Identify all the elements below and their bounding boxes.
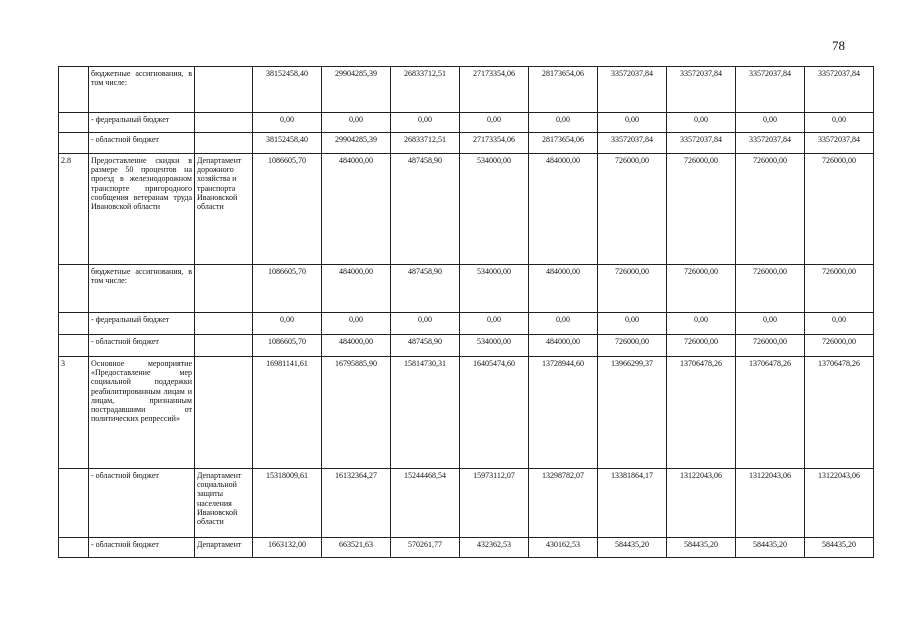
- value-cell: 584435,20: [667, 538, 736, 558]
- value-cell: 1086605,70: [253, 154, 322, 265]
- value-cell: 0,00: [391, 313, 460, 335]
- value-cell: 0,00: [667, 113, 736, 133]
- value-cell: 0,00: [253, 313, 322, 335]
- value-cell: 726000,00: [736, 154, 805, 265]
- row-number: [59, 313, 89, 335]
- row-executor: [195, 133, 253, 154]
- row-executor: [195, 265, 253, 313]
- value-cell: 38152458,40: [253, 133, 322, 154]
- value-cell: 13706478,26: [805, 357, 874, 469]
- value-cell: 13122043,06: [805, 469, 874, 538]
- value-cell: 27173354,06: [460, 67, 529, 113]
- value-cell: 26833712,51: [391, 133, 460, 154]
- value-cell: 33572037,84: [805, 67, 874, 113]
- value-cell: 0,00: [598, 113, 667, 133]
- value-cell: 16405474,60: [460, 357, 529, 469]
- value-cell: 0,00: [529, 313, 598, 335]
- value-cell: 726000,00: [598, 265, 667, 313]
- row-number: [59, 265, 89, 313]
- value-cell: 33572037,84: [667, 133, 736, 154]
- value-cell: 584435,20: [598, 538, 667, 558]
- value-cell: 15244468,54: [391, 469, 460, 538]
- row-name: - федеральный бюджет: [89, 313, 195, 335]
- value-cell: 13298782,07: [529, 469, 598, 538]
- value-cell: 33572037,84: [736, 133, 805, 154]
- value-cell: 487458,90: [391, 265, 460, 313]
- value-cell: 29904285,39: [322, 67, 391, 113]
- value-cell: 726000,00: [598, 154, 667, 265]
- value-cell: 38152458,40: [253, 67, 322, 113]
- value-cell: 0,00: [736, 113, 805, 133]
- value-cell: 13122043,06: [667, 469, 736, 538]
- value-cell: 484000,00: [529, 154, 598, 265]
- row-number: [59, 469, 89, 538]
- value-cell: 13122043,06: [736, 469, 805, 538]
- value-cell: 430162,53: [529, 538, 598, 558]
- value-cell: 1086605,70: [253, 335, 322, 357]
- value-cell: 28173654,06: [529, 67, 598, 113]
- value-cell: 13381864,17: [598, 469, 667, 538]
- value-cell: 0,00: [529, 113, 598, 133]
- table-row: [59, 335, 874, 357]
- value-cell: 15318009,61: [253, 469, 322, 538]
- value-cell: 726000,00: [736, 265, 805, 313]
- value-cell: 0,00: [460, 313, 529, 335]
- value-cell: 534000,00: [460, 335, 529, 357]
- table-row: [59, 133, 874, 154]
- value-cell: 0,00: [667, 313, 736, 335]
- row-name: Основное мероприятие «Предоставление мер социальной поддержки реабилитированным лицам и лицам, признанным пострадавшими от политических репрессий»: [89, 357, 195, 469]
- value-cell: 0,00: [598, 313, 667, 335]
- value-cell: 726000,00: [736, 335, 805, 357]
- value-cell: 1086605,70: [253, 265, 322, 313]
- value-cell: 726000,00: [805, 335, 874, 357]
- value-cell: 0,00: [460, 113, 529, 133]
- value-cell: 27173354,06: [460, 133, 529, 154]
- value-cell: 0,00: [253, 113, 322, 133]
- row-name: - областной бюджет: [89, 538, 195, 558]
- value-cell: 484000,00: [322, 265, 391, 313]
- table-row: [59, 265, 874, 313]
- row-executor: [195, 335, 253, 357]
- table-row: [59, 67, 874, 113]
- value-cell: 534000,00: [460, 154, 529, 265]
- row-executor: Департамент дорожного хозяйства и транспорта Ивановской области: [195, 154, 253, 265]
- row-executor: [195, 357, 253, 469]
- value-cell: 33572037,84: [667, 67, 736, 113]
- value-cell: 726000,00: [598, 335, 667, 357]
- value-cell: 484000,00: [529, 265, 598, 313]
- value-cell: 13706478,26: [736, 357, 805, 469]
- value-cell: 13966299,37: [598, 357, 667, 469]
- value-cell: 0,00: [322, 113, 391, 133]
- value-cell: 33572037,84: [736, 67, 805, 113]
- value-cell: 584435,20: [736, 538, 805, 558]
- row-number: 2.8: [59, 154, 89, 265]
- value-cell: 484000,00: [322, 154, 391, 265]
- row-name: бюджетные ассигнования, в том числе:: [89, 67, 195, 113]
- row-number: [59, 335, 89, 357]
- value-cell: 487458,90: [391, 335, 460, 357]
- row-name: бюджетные ассигнования, в том числе:: [89, 265, 195, 313]
- row-executor: Департамент: [195, 538, 253, 558]
- row-number: 3: [59, 357, 89, 469]
- row-name: - областной бюджет: [89, 469, 195, 538]
- value-cell: 28173654,06: [529, 133, 598, 154]
- row-executor: [195, 313, 253, 335]
- row-number: [59, 113, 89, 133]
- value-cell: 15814730,31: [391, 357, 460, 469]
- row-number: [59, 67, 89, 113]
- value-cell: 726000,00: [667, 335, 736, 357]
- value-cell: 726000,00: [667, 265, 736, 313]
- value-cell: 570261,77: [391, 538, 460, 558]
- row-name: - областной бюджет: [89, 335, 195, 357]
- value-cell: 432362,53: [460, 538, 529, 558]
- table-row: [59, 313, 874, 335]
- value-cell: 0,00: [322, 313, 391, 335]
- value-cell: 26833712,51: [391, 67, 460, 113]
- table-row: [59, 469, 874, 538]
- value-cell: 484000,00: [322, 335, 391, 357]
- value-cell: 0,00: [805, 113, 874, 133]
- page-number: 78: [832, 38, 845, 53]
- row-executor: [195, 67, 253, 113]
- value-cell: 726000,00: [805, 265, 874, 313]
- table-row: [59, 113, 874, 133]
- value-cell: 663521,63: [322, 538, 391, 558]
- value-cell: 15973112,07: [460, 469, 529, 538]
- value-cell: 726000,00: [805, 154, 874, 265]
- value-cell: 33572037,84: [598, 67, 667, 113]
- value-cell: 1663132,00: [253, 538, 322, 558]
- budget-table: [58, 66, 874, 558]
- value-cell: 487458,90: [391, 154, 460, 265]
- table-row: [59, 538, 874, 558]
- row-name: Предоставление скидки в размере 50 процентов на проезд в железнодорожном транспорте пригородного сообщения ветеранам труда Ивановской области: [89, 154, 195, 265]
- row-number: [59, 133, 89, 154]
- value-cell: 0,00: [736, 313, 805, 335]
- value-cell: 0,00: [391, 113, 460, 133]
- value-cell: 29904285,39: [322, 133, 391, 154]
- row-number: [59, 538, 89, 558]
- row-executor: [195, 113, 253, 133]
- value-cell: 726000,00: [667, 154, 736, 265]
- table-row: [59, 154, 874, 265]
- value-cell: 16795885,90: [322, 357, 391, 469]
- value-cell: 13728944,60: [529, 357, 598, 469]
- value-cell: 584435,20: [805, 538, 874, 558]
- value-cell: 484000,00: [529, 335, 598, 357]
- table-row: [59, 357, 874, 469]
- value-cell: 534000,00: [460, 265, 529, 313]
- value-cell: 13706478,26: [667, 357, 736, 469]
- value-cell: 16981141,61: [253, 357, 322, 469]
- row-name: - областной бюджет: [89, 133, 195, 154]
- row-name: - федеральный бюджет: [89, 113, 195, 133]
- value-cell: 33572037,84: [805, 133, 874, 154]
- value-cell: 0,00: [805, 313, 874, 335]
- value-cell: 16132364,27: [322, 469, 391, 538]
- row-executor: Департамент социальной защиты населения Ивановской области: [195, 469, 253, 538]
- value-cell: 33572037,84: [598, 133, 667, 154]
